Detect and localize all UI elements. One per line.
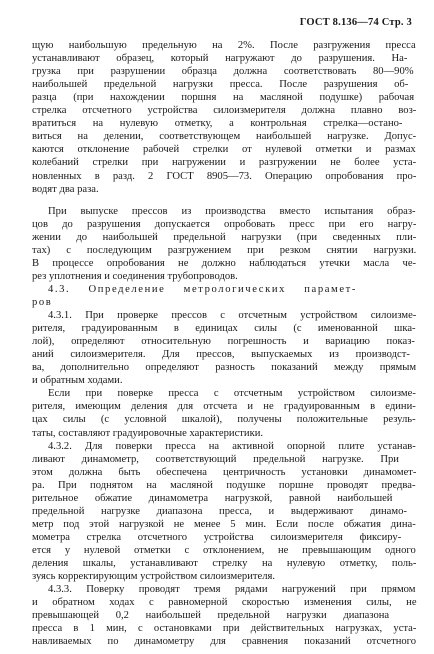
text-line: 4.3. Определение метрологических парамет- — [48, 283, 357, 295]
text-line: ливают динамометр, соответствующий предельной нагрузке. При — [32, 453, 399, 465]
text-line: 4.3.2. Для поверки пресса на активной опорной плите устанав- — [48, 440, 416, 452]
text-line: лой), определяют относительную погрешность и вариацию показ- — [32, 336, 415, 348]
text-line: колебаний стрелки при нагружении и разгружении не более уста- — [32, 157, 417, 169]
text-line: мометра стрелка отсчетного устройства силоизмерителя фиксиру- — [32, 531, 402, 543]
text-line: виться на делении, соответствующем наибольшей нагрузке. Допус- — [32, 131, 417, 143]
text-line: рителя, градуированным в единицах силы (с именованной шка- — [32, 323, 416, 335]
text-line: метр под этой нагрузкой не менее 5 мин. Если после обжатия дина- — [32, 518, 416, 530]
page-header: ГОСТ 8.136—74 Стр. 3 — [299, 17, 412, 28]
text-line: превышающей 0,2 наибольшей предельной нагрузки диапазона — [32, 610, 390, 622]
text-line: разца (при нахождении поршня на масляной подушке) рабочая — [32, 92, 415, 104]
text-line: жении до наибольшей предельной нагрузки (при сведенных пли- — [32, 231, 417, 243]
text-line: 4.3.3. Поверку проводят тремя рядами нагружений при прямом — [48, 584, 416, 596]
text-line: В процессе опробования не должно наблюдаться утечки масла че- — [32, 257, 417, 269]
text-line: ется у нулевой отметки с отклонением, не превышающим одного — [32, 544, 416, 556]
text-line: этом должна быть обеспечена центричность установки динамомет- — [32, 466, 417, 478]
text-line: рителя, имеющим деления для отсчета и не градуированным в едини- — [32, 401, 416, 413]
text-line: рительное обжатие динамометра нагрузкой, равной наибольшей — [32, 492, 393, 504]
text-line: рез уплотнения и соединения трубопроводов. — [32, 270, 238, 282]
text-line: тах) с последующим разгружением при резком снятии нагрузки. — [32, 244, 417, 256]
text-line: вратиться на нулевую отметку, а контрольная стрелка—остано- — [32, 118, 403, 130]
text-line: водят два раза. — [32, 183, 99, 195]
text-line: Если при поверке пресса с отсчетным устройством силоизме- — [48, 388, 416, 400]
text-line: аний силоизмерителя. Для прессов, выпускаемых из производст- — [32, 349, 410, 361]
text-line: устанавливают образец, который нагружают до разрушения. На- — [32, 53, 408, 65]
text-line: цах силы (с условной шкалой), получены положительные резуль- — [32, 414, 416, 426]
text-line: ра. При поднятом на масляной подушке поршне проводят предва- — [32, 479, 416, 491]
text-line: навливаемых по динамометру для сравнения показаний отсчетного — [32, 636, 417, 648]
text-line: ва, дополнительно определяют разность показаний между прямым — [32, 362, 417, 374]
text-line: грузка при разрушении образца должна соответствовать 80—90% — [32, 66, 414, 78]
text-line: деления шкалы, устанавливают стрелку на нулевую отметку, поль- — [32, 558, 417, 569]
text-line: пресса в 1 мин, с остановками при действительных нагрузках, уста- — [32, 623, 417, 635]
text-line: наибольшей предельной нагрузки пресса. После разрушения об- — [32, 79, 409, 91]
text-line: таты, составляют градуировочные характеристики. — [32, 427, 264, 439]
text-line: предельной нагрузке диапазона пресса, и выдерживают динамо- — [32, 505, 407, 517]
text-line: При выпуске прессов из производства вместо испытания образ- — [48, 205, 416, 217]
text-line: и обратным ходами. — [32, 375, 123, 387]
text-line: стрелка отсчетного устройства силоизмерителя должна плавно воз- — [32, 105, 417, 117]
text-line: каются отклонение рабочей стрелки от нулевой отметки и размах — [32, 144, 416, 156]
text-line: новленных в разд. 2 ГОСТ 8905—73. Операцию опробования про- — [32, 170, 417, 182]
text-line: 4.3.1. При проверке прессов с отсчетным устройством силоизме- — [48, 310, 417, 321]
text-line: цов до разрушения допускается опробовать пресс при его нагру- — [32, 218, 417, 230]
text-line: ров — [32, 297, 53, 308]
text-line: и обратном ходах с равномерной скоростью изменения силы, не — [32, 597, 417, 609]
text-line: щую наибольшую предельную на 2%. После разгружения пресса — [32, 40, 416, 51]
text-line: зуясь корректирующим устройством силоизмерителя. — [32, 571, 276, 582]
